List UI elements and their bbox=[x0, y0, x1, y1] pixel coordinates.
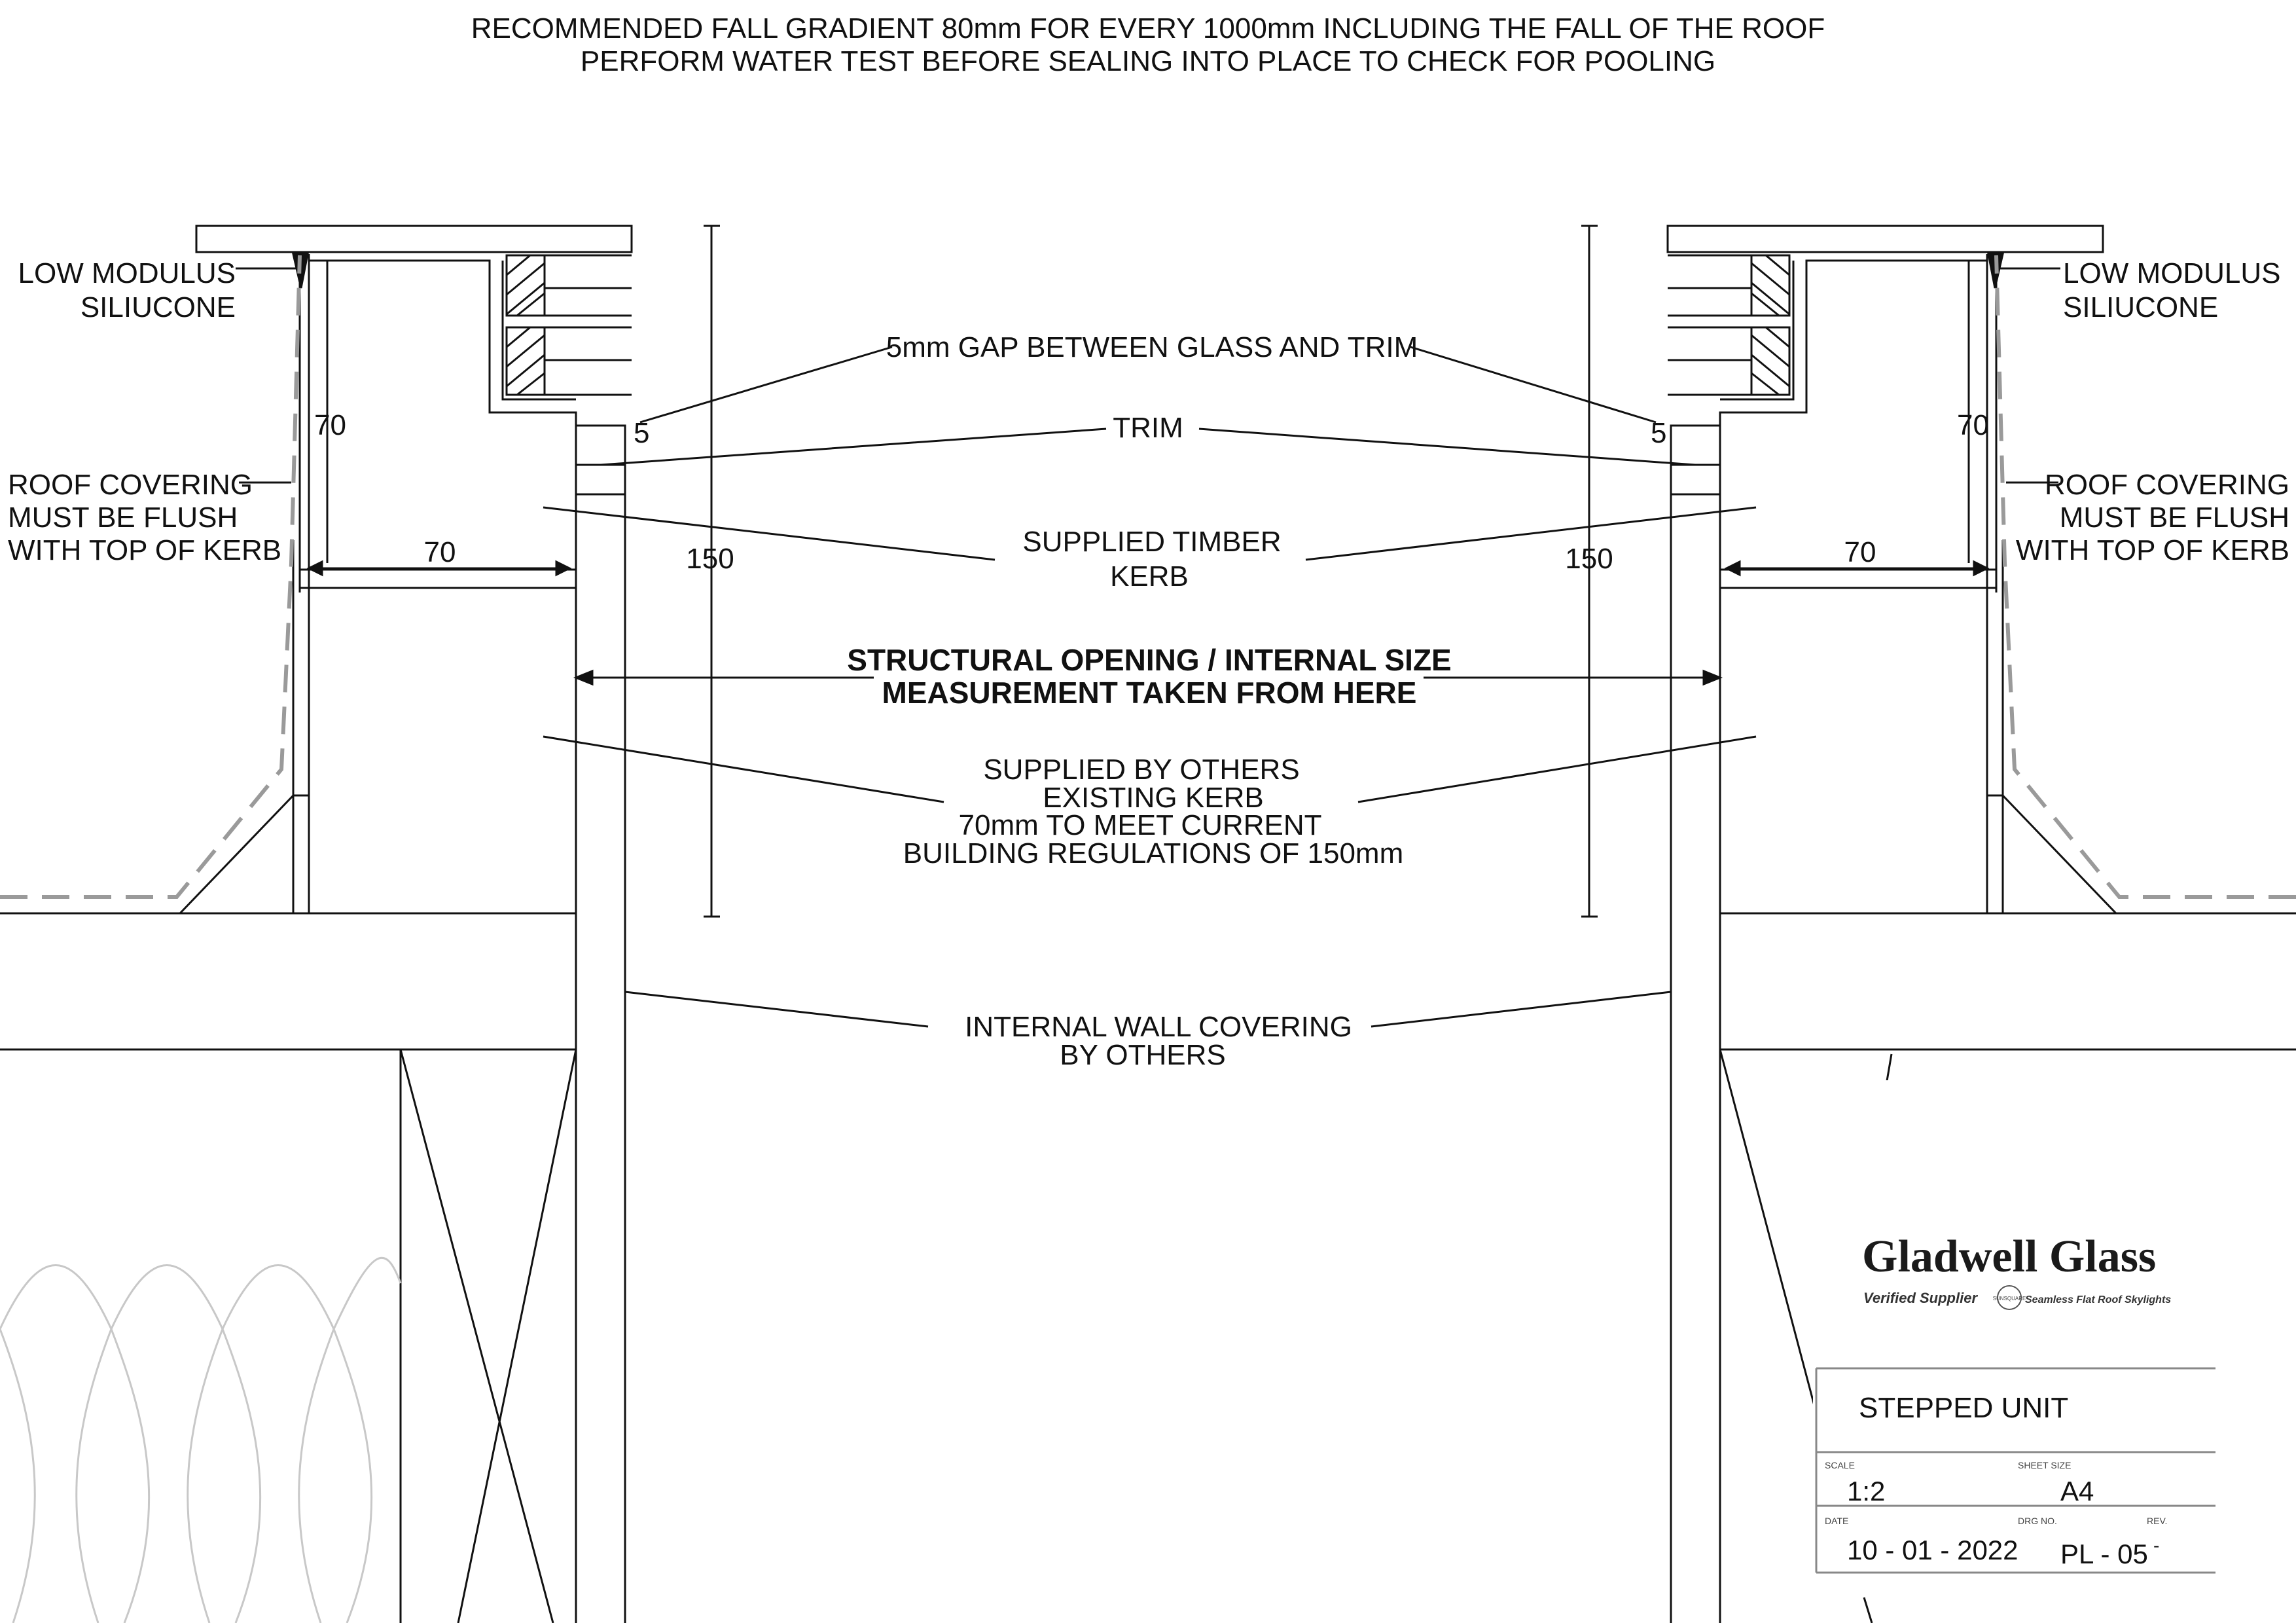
label-roof-covering-left-2: MUST BE FLUSH bbox=[8, 501, 238, 534]
date-label: DATE bbox=[1825, 1516, 1849, 1526]
drawing-number-label: DRG NO. bbox=[2018, 1516, 2057, 1526]
roof-covering-dashed-right bbox=[1996, 255, 2296, 897]
header-note-water-test: PERFORM WATER TEST BEFORE SEALING INTO PLACE TO CHECK FOR POOLING bbox=[580, 45, 1716, 77]
label-others-1: SUPPLIED BY OTHERS bbox=[983, 754, 1300, 786]
label-timber-kerb-1: SUPPLIED TIMBER bbox=[1022, 526, 1282, 558]
dim-5-right: 5 bbox=[1651, 417, 1667, 449]
header-note-fall-gradient: RECOMMENDED FALL GRADIENT 80mm FOR EVERY 1000mm INCLUDING THE FALL OF THE ROOF bbox=[471, 12, 1825, 45]
existing-kerb-left bbox=[293, 540, 309, 913]
insulation-pattern-left bbox=[0, 1258, 401, 1623]
brand-logo-text: Gladwell Glass bbox=[1862, 1231, 2157, 1282]
kerb-top-left bbox=[300, 570, 576, 588]
existing-kerb-right bbox=[1987, 540, 2003, 913]
label-others-2: EXISTING KERB bbox=[1043, 782, 1264, 814]
scale-label: SCALE bbox=[1825, 1460, 1855, 1470]
hatched-block-right-upper bbox=[1751, 255, 1789, 316]
label-others-4: BUILDING REGULATIONS OF 150mm bbox=[903, 837, 1404, 869]
date-value: 10 - 01 - 2022 bbox=[1847, 1535, 2018, 1565]
dim-70-horizontal-left: 70 bbox=[423, 536, 456, 568]
sheet-size-label: SHEET SIZE bbox=[2018, 1460, 2072, 1470]
revision-label: REV. bbox=[2147, 1516, 2168, 1526]
dim-70-vertical-left: 70 bbox=[314, 409, 346, 441]
dim-150-left: 150 bbox=[686, 543, 734, 575]
label-low-modulus-right-1: LOW MODULUS bbox=[2063, 257, 2281, 289]
hatched-block-left-upper bbox=[507, 255, 545, 316]
label-roof-covering-left-1: ROOF COVERING bbox=[8, 469, 253, 501]
label-internal-wall-1: INTERNAL WALL COVERING bbox=[965, 1011, 1352, 1043]
label-low-modulus-right-2: SILIUCONE bbox=[2063, 291, 2219, 323]
label-roof-covering-left-3: WITH TOP OF KERB bbox=[8, 534, 282, 566]
sheet-size-value: A4 bbox=[2060, 1476, 2094, 1506]
roof-deck-right bbox=[1720, 913, 2296, 1049]
verified-supplier-tag: Verified Supplier bbox=[1863, 1290, 1978, 1306]
kerb-top-right bbox=[1720, 570, 1996, 588]
label-roof-covering-right-1: ROOF COVERING bbox=[2044, 469, 2289, 501]
label-structural-opening-1: STRUCTURAL OPENING / INTERNAL SIZE bbox=[847, 643, 1452, 677]
label-trim: TRIM bbox=[1113, 412, 1183, 444]
joist-left bbox=[401, 1049, 576, 1623]
drawing-title: STEPPED UNIT bbox=[1859, 1392, 2069, 1424]
kerb-post-right bbox=[1671, 426, 1720, 1623]
label-low-modulus-left-1: LOW MODULUS bbox=[18, 257, 236, 289]
dim-70-vertical-right: 70 bbox=[1957, 409, 1989, 441]
label-gap: 5mm GAP BETWEEN GLASS AND TRIM bbox=[886, 331, 1418, 363]
title-block bbox=[1813, 1080, 2296, 1623]
supplier-badge-text: SUNSQUARE bbox=[1992, 1296, 2026, 1302]
trim-right bbox=[1671, 426, 1720, 465]
product-line-tag: Seamless Flat Roof Skylights bbox=[2025, 1294, 2172, 1305]
glass-panel-right bbox=[1668, 226, 2103, 252]
dim-150-right: 150 bbox=[1565, 543, 1613, 575]
dim-5-left: 5 bbox=[634, 417, 650, 449]
label-internal-wall-2: BY OTHERS bbox=[1060, 1039, 1226, 1071]
drawing-number-value: PL - 05 bbox=[2060, 1539, 2148, 1569]
label-low-modulus-left-2: SILIUCONE bbox=[80, 291, 236, 323]
label-others-3: 70mm TO MEET CURRENT bbox=[958, 809, 1322, 841]
glass-panel-left bbox=[196, 226, 632, 252]
roof-covering-dashed-left bbox=[0, 255, 300, 897]
label-roof-covering-right-2: MUST BE FLUSH bbox=[2059, 501, 2289, 534]
label-roof-covering-right-3: WITH TOP OF KERB bbox=[2015, 534, 2289, 566]
trim-left bbox=[576, 426, 625, 465]
dim-70-horizontal-right: 70 bbox=[1844, 536, 1876, 568]
revision-value: - bbox=[2153, 1535, 2160, 1556]
scale-value: 1:2 bbox=[1847, 1476, 1886, 1506]
label-timber-kerb-2: KERB bbox=[1110, 560, 1189, 593]
kerb-post-left bbox=[576, 426, 625, 1623]
left-section bbox=[0, 226, 720, 1623]
label-structural-opening-2: MEASUREMENT TAKEN FROM HERE bbox=[882, 676, 1417, 710]
roof-deck-left bbox=[0, 913, 576, 1049]
